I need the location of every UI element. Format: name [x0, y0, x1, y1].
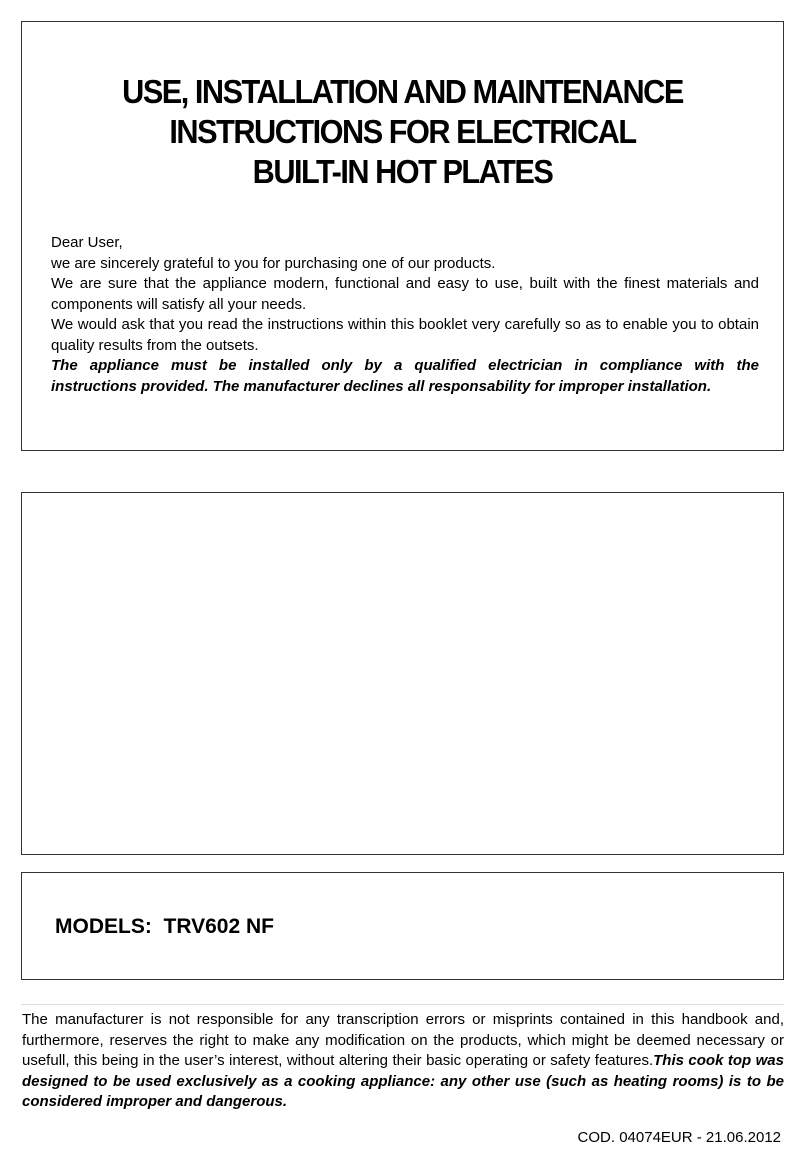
intro-text: [51, 233, 759, 397]
disclaimer-text: The manufacturer is not responsible for any transcription errors or misprints contained in this handbook and, furthermore, reserves the right to make any modification on the products, which might be deemed necessary or usefull, this being in the user’s interest, without altering their basic operating or safety features.: [22, 1011, 784, 1069]
image-placeholder-box: [21, 492, 784, 855]
disclaimer-emphasis: This cook top was designed to be used exclusively as a cooking appliance: any other use (such as heating rooms) is to be considered improper and dangerous.: [22, 1052, 784, 1110]
disclaimer: [22, 1010, 784, 1113]
installation-warning-line-2: instructions provided. The manufacturer declines all responsability for improper installation.: [51, 377, 712, 395]
greeting: Dear User,: [51, 234, 123, 251]
document-title: [49, 72, 757, 192]
title-line-3: BUILT-IN HOT PLATES: [252, 153, 553, 190]
models-label: MODELS:: [55, 915, 152, 938]
intro-box: [21, 21, 784, 451]
document-code: COD. 04074EUR - 21.06.2012: [577, 1129, 781, 1146]
title-line-1: USE, INSTALLATION AND MAINTENANCE: [122, 73, 683, 110]
models-value: TRV602 NF: [163, 915, 274, 938]
title-line-2: INSTRUCTIONS FOR ELECTRICAL: [169, 113, 636, 150]
divider: [21, 1004, 784, 1005]
intro-paragraph-3: We would ask that you read the instructions within this booklet very carefully so as to enable you to obtain quality results from the outsets.: [51, 316, 759, 354]
models-line: [55, 914, 274, 940]
intro-paragraph-1: we are sincerely grateful to you for purchasing one of our products.: [51, 254, 496, 272]
models-box: [21, 872, 784, 980]
installation-warning-line-1: The appliance must be installed only by a qualified electrician in compliance with the: [51, 357, 759, 374]
intro-paragraph-2: We are sure that the appliance modern, functional and easy to use, built with the finest materials and components will satisfy all your needs.: [51, 275, 759, 313]
